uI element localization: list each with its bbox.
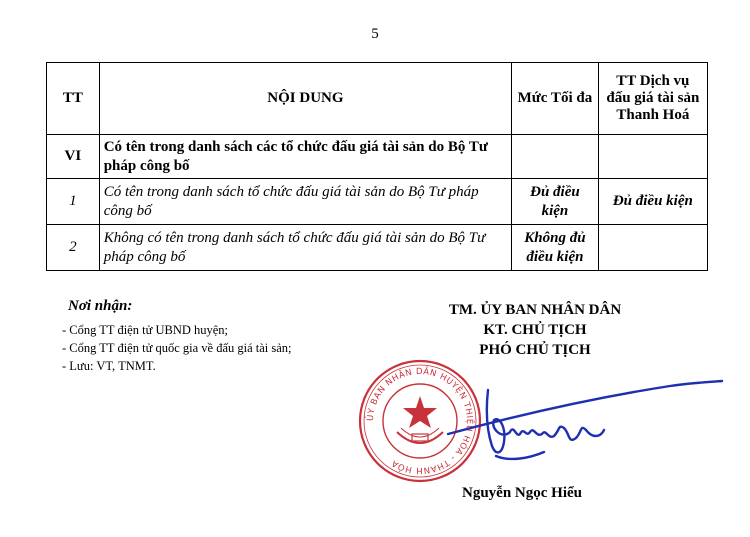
signer-role: KT. CHỦ TỊCH bbox=[483, 322, 587, 338]
signer-title: PHÓ CHỦ TỊCH bbox=[479, 342, 591, 358]
recipients-list bbox=[62, 321, 292, 375]
row-max-level: Đủ điều kiện bbox=[512, 179, 599, 225]
recipients-block bbox=[62, 298, 292, 375]
recipients-title: Nơi nhận: bbox=[68, 298, 133, 314]
signer-name: Nguyễn Ngọc Hiểu bbox=[462, 485, 582, 501]
section-number: VI bbox=[47, 135, 100, 179]
seal-text: ỦY BAN NHÂN DÂN HUYỆN THIỆU HÓA - THANH HÓA bbox=[365, 366, 475, 476]
signer-block bbox=[400, 300, 670, 360]
row-content: Không có tên trong danh sách tổ chức đấu giá tài sản do Bộ Tư pháp công bố bbox=[99, 225, 511, 271]
signer-org: TM. ỦY BAN NHÂN DÂN bbox=[448, 302, 622, 318]
row-max-level: Không đủ điều kiện bbox=[512, 225, 599, 271]
section-content: Có tên trong danh sách các tổ chức đấu giá tài sản do Bộ Tư pháp công bố bbox=[99, 135, 511, 179]
header-service: TT Dịch vụ đấu giá tài sản Thanh Hoá bbox=[598, 63, 707, 135]
row-number: 2 bbox=[47, 225, 100, 271]
header-max-level: Mức Tối đa bbox=[512, 63, 599, 135]
row-content: Có tên trong danh sách tổ chức đấu giá tài sản do Bộ Tư pháp công bố bbox=[99, 179, 511, 225]
header-tt: TT bbox=[47, 63, 100, 135]
row-service: Đủ điều kiện bbox=[598, 179, 707, 225]
section-service bbox=[598, 135, 707, 179]
criteria-table bbox=[46, 62, 708, 271]
table-row bbox=[47, 225, 708, 271]
header-content: NỘI DUNG bbox=[99, 63, 511, 135]
recipient-item: - Lưu: VT, TNMT. bbox=[62, 359, 156, 373]
section-row bbox=[47, 135, 708, 179]
table-header-row bbox=[47, 63, 708, 135]
signature-icon bbox=[440, 376, 730, 476]
table-row bbox=[47, 179, 708, 225]
recipient-item: - Cổng TT điện tử quốc gia về đấu giá tài sản; bbox=[62, 341, 292, 355]
page-number: 5 bbox=[371, 26, 379, 42]
recipient-item: - Cổng TT điện tử UBND huyện; bbox=[62, 323, 229, 337]
section-max-level bbox=[512, 135, 599, 179]
row-service bbox=[598, 225, 707, 271]
row-number: 1 bbox=[47, 179, 100, 225]
